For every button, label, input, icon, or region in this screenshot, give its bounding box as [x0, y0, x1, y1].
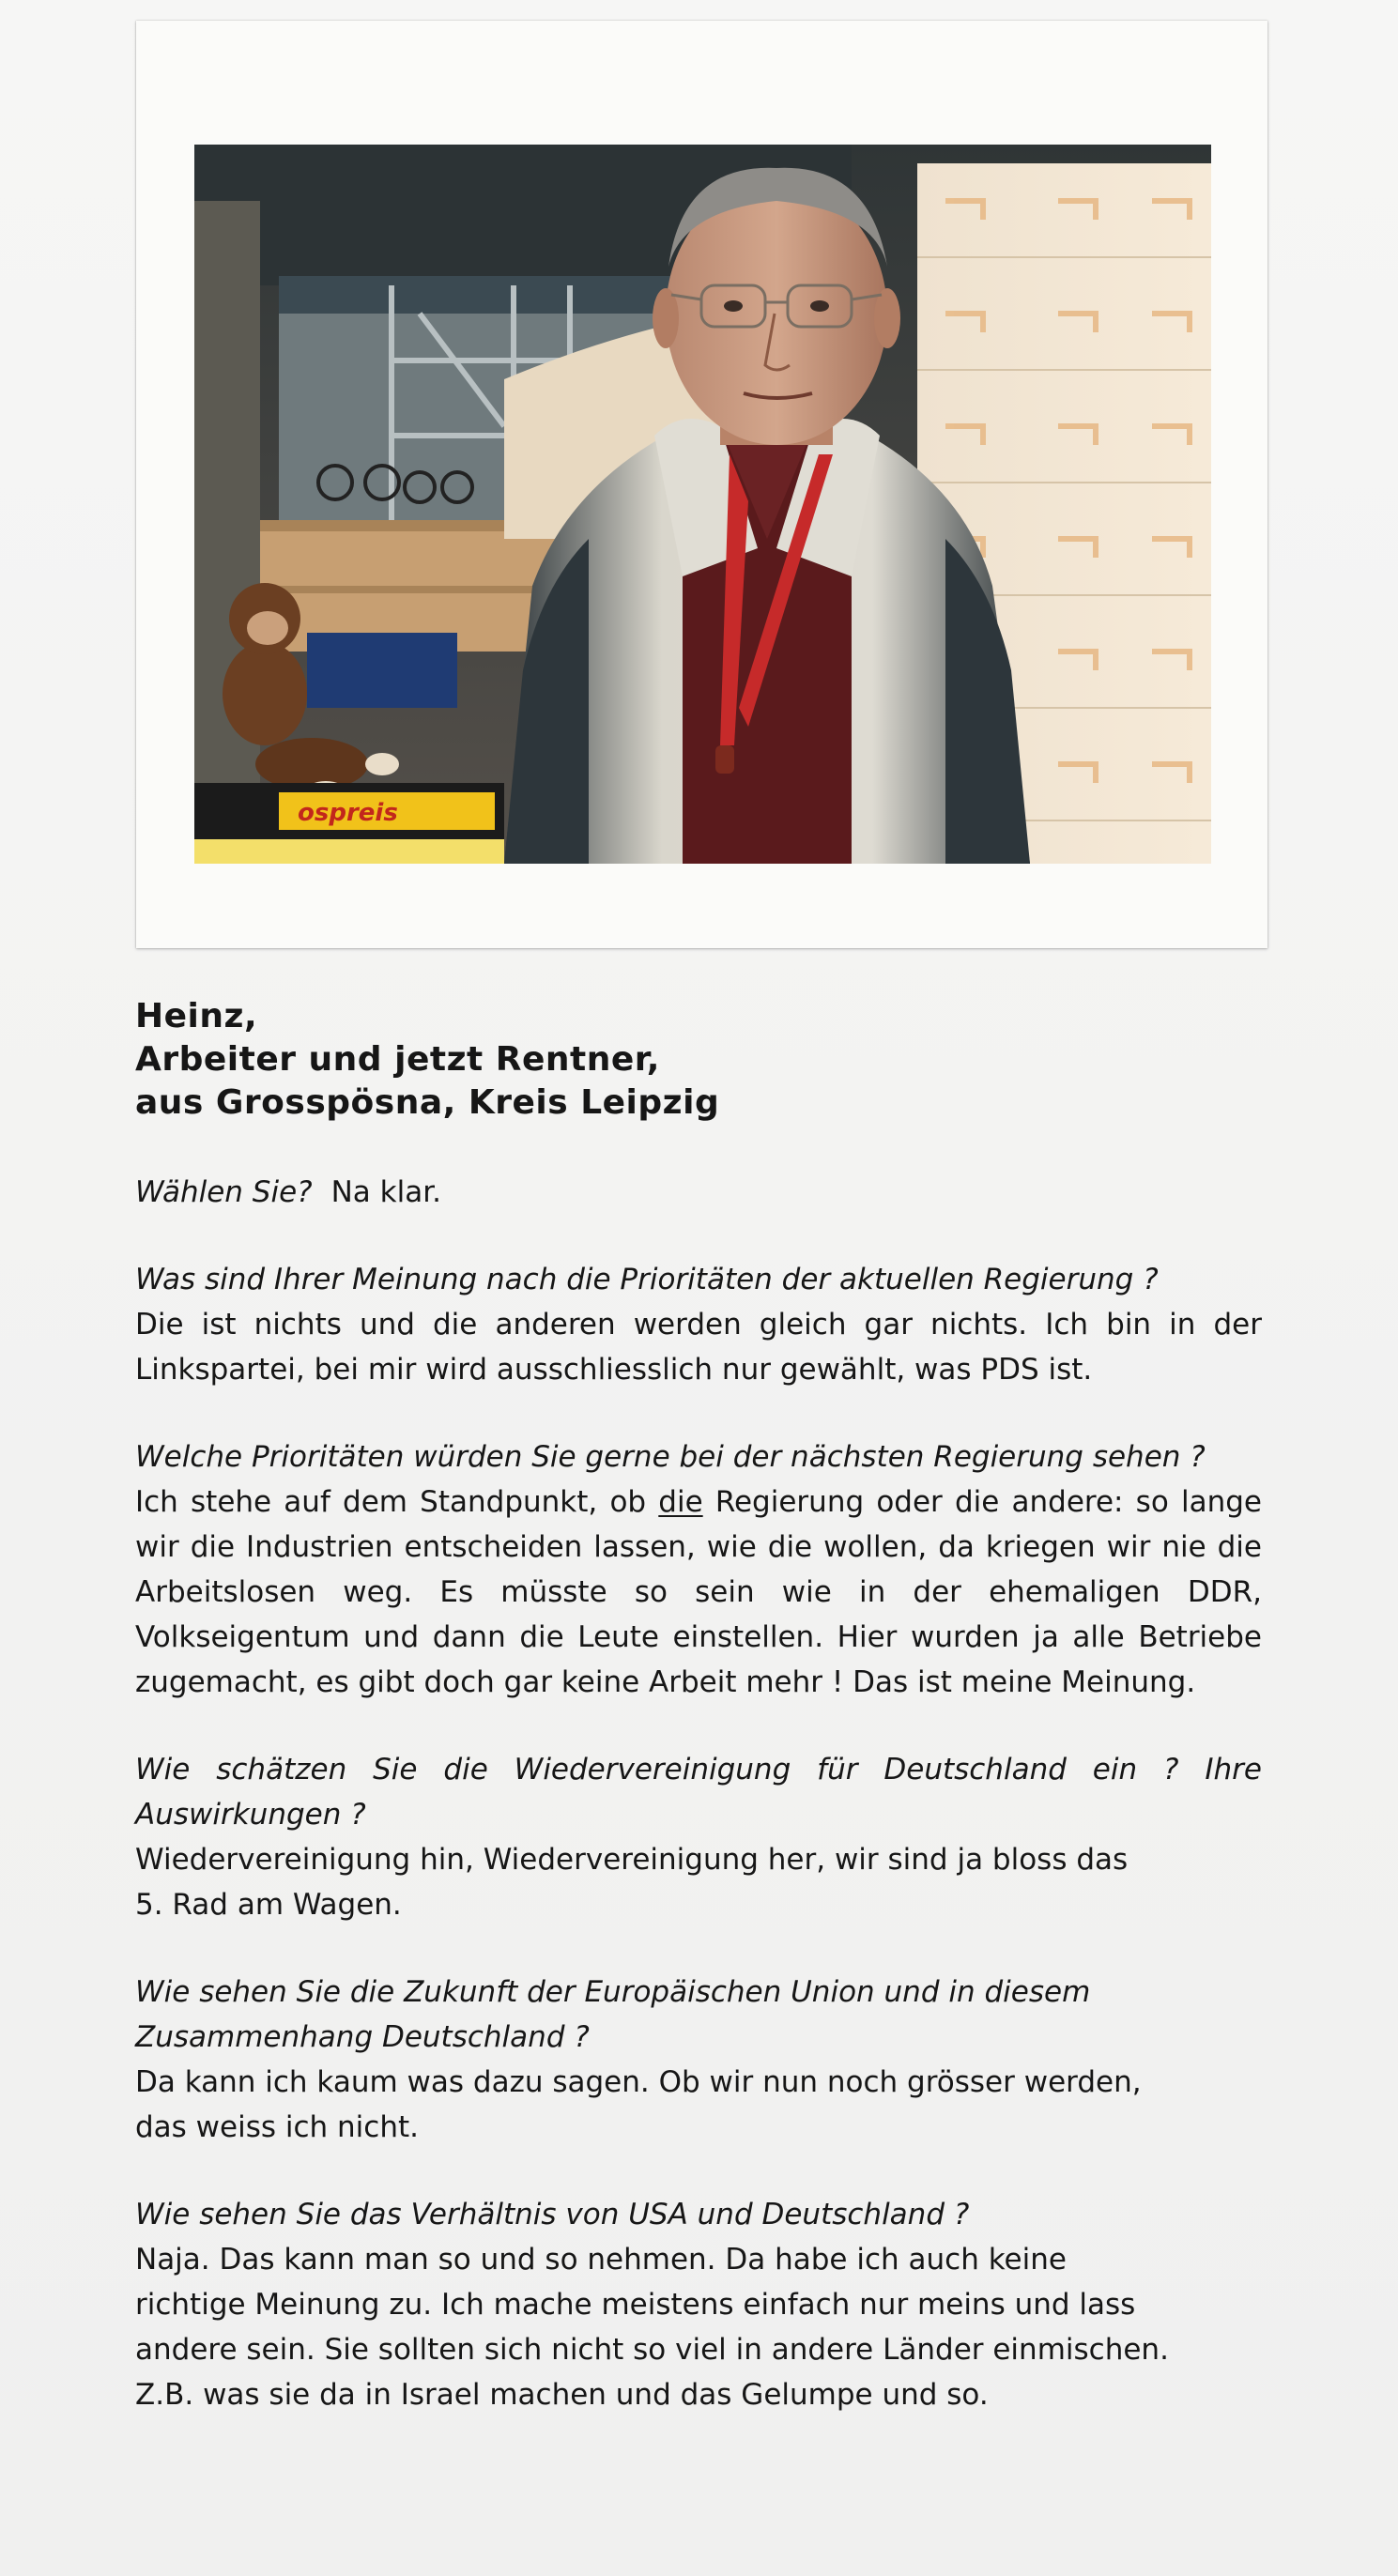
- interview-article: [135, 995, 1262, 2460]
- interviewee-heading: [135, 995, 1262, 1125]
- qa-block-6: [135, 2192, 1262, 2417]
- answer-2: Die ist nichts und die anderen werden gleich gar nichts. Ich bin in der Linkspartei, bei mir wird ausschliesslich nur gewählt, was PDS ist.: [135, 1308, 1262, 1387]
- interviewee-name: Heinz,: [135, 997, 258, 1035]
- answer-3-part-2: Regierung oder die andere: so lange wir die Industrien entscheiden lassen, wie die wollen, da kriegen wir nie die Arbeitslosen weg. Es müsste so sein wie in der ehemaligen DDR, Volkseigentum und dann die Leute einstellen. Hier wurden ja alle Betriebe zugemacht, es gibt doch gar keine Arbeit mehr ! Das ist meine Meinung.: [135, 1485, 1262, 1699]
- question-2: Was sind Ihrer Meinung nach die Prioritäten der aktuellen Regierung ?: [135, 1263, 1159, 1296]
- interviewee-occupation: Arbeiter und jetzt Rentner,: [135, 1040, 660, 1079]
- answer-3: [135, 1480, 1262, 1705]
- qa-block-1: [135, 1170, 1262, 1215]
- question-5-line-2: Zusammenhang Deutschland ?: [135, 2020, 590, 2054]
- answer-5-line-1: Da kann ich kaum was dazu sagen. Ob wir nun noch grösser werden,: [135, 2065, 1142, 2099]
- answer-6-line-4: Z.B. was sie da in Israel machen und das Gelumpe und so.: [135, 2378, 989, 2412]
- qa-block-4: [135, 1747, 1262, 1927]
- answer-1: Na klar.: [330, 1175, 441, 1209]
- answer-6-line-2: richtige Meinung zu. Ich mache meistens einfach nur meins und lass: [135, 2288, 1136, 2322]
- answer-4-line-2: 5. Rad am Wagen.: [135, 1888, 402, 1922]
- answer-3-underlined: die: [658, 1485, 703, 1519]
- question-1: Wählen Sie?: [135, 1175, 313, 1209]
- answer-6-line-1: Naja. Das kann man so und so nehmen. Da habe ich auch keine: [135, 2243, 1067, 2277]
- question-5-line-1: Wie sehen Sie die Zukunft der Europäischen Union und in diesem: [135, 1975, 1091, 2009]
- question-6: Wie sehen Sie das Verhältnis von USA und Deutschland ?: [135, 2198, 970, 2231]
- portrait-photo: [194, 145, 1211, 864]
- qa-block-5: [135, 1970, 1262, 2150]
- interviewee-location: aus Grosspösna, Kreis Leipzig: [135, 1083, 720, 1122]
- sign-text: ospreis: [298, 799, 398, 827]
- photo-print: [136, 21, 1267, 948]
- qa-block-2: [135, 1257, 1262, 1392]
- photo-portrait-icon: [194, 145, 1211, 864]
- answer-6-line-3: andere sein. Sie sollten sich nicht so viel in andere Länder einmischen.: [135, 2333, 1169, 2367]
- question-3: Welche Prioritäten würden Sie gerne bei der nächsten Regierung sehen ?: [135, 1440, 1206, 1474]
- answer-4-line-1: Wiedervereinigung hin, Wiedervereinigung her, wir sind ja bloss das: [135, 1843, 1129, 1877]
- question-4: Wie schätzen Sie die Wiedervereinigung für Deutschland ein ? Ihre Auswirkungen ?: [135, 1753, 1262, 1832]
- qa-block-3: [135, 1434, 1262, 1705]
- answer-5-line-2: das weiss ich nicht.: [135, 2110, 419, 2144]
- answer-3-part-1: Ich stehe auf dem Standpunkt, ob: [135, 1485, 659, 1519]
